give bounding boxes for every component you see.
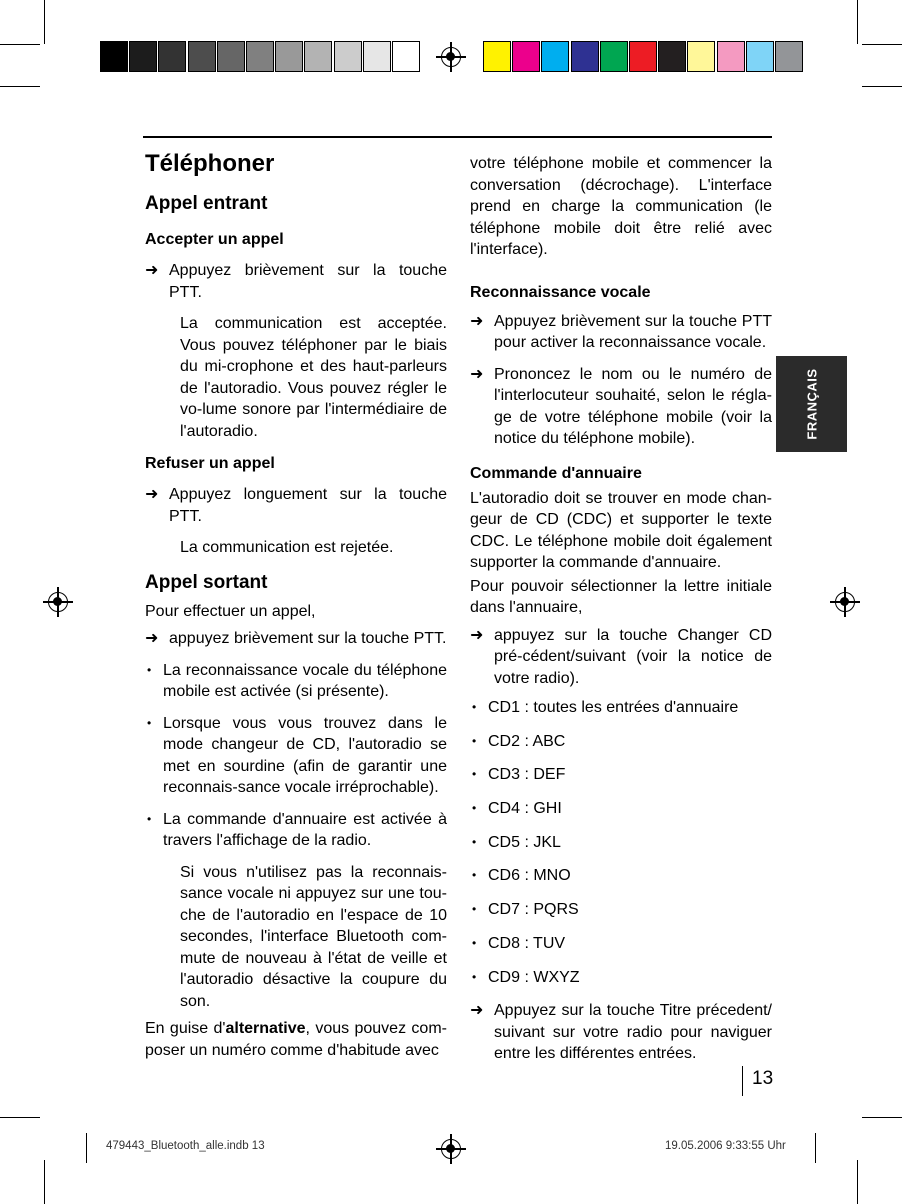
voice-step-2: ➜ Prononcez le nom ou le numéro de l'interlocuteur souhaité, selon le régla-ge de votre téléphone mobile (voir la notice du téléphone mobile). <box>470 364 772 450</box>
crop-mark <box>0 1117 40 1118</box>
heading-incoming-call: Appel entrant <box>145 193 268 214</box>
registration-mark-icon <box>48 592 68 612</box>
gray-swatch <box>275 41 303 72</box>
alternative-paragraph <box>145 1018 447 1061</box>
gray-swatch <box>246 41 274 72</box>
gray-swatch <box>158 41 186 72</box>
registration-mark-icon <box>835 592 855 612</box>
cd-list-item: • CD3 : DEF <box>470 764 772 786</box>
outgoing-step: ➜ appuyez brièvement sur la touche PTT. <box>145 628 447 650</box>
cd-list-item: • CD7 : PQRS <box>470 899 772 921</box>
color-swatch <box>571 41 599 72</box>
crop-mark <box>44 0 45 44</box>
alt-text-bold: alternative <box>225 1020 306 1037</box>
list-item: • La reconnaissance vocale du téléphone mobile est activée (si présente). <box>145 660 447 703</box>
crop-mark <box>857 0 858 44</box>
outgoing-intro: Pour effectuer un appel, <box>145 602 316 620</box>
color-swatch <box>658 41 686 72</box>
page-number-rule <box>742 1066 743 1096</box>
crop-mark <box>857 1160 858 1204</box>
cd-list-item: • CD6 : MNO <box>470 865 772 887</box>
gray-swatch <box>363 41 391 72</box>
language-tab <box>776 356 847 452</box>
gray-swatch <box>334 41 362 72</box>
gray-swatch <box>392 41 420 72</box>
list-item: • Lorsque vous vous trouvez dans le mode changeur de CD, l'autoradio se met en sourdine (afin de garantir une reconnais-sance vocale irréprochable). <box>145 713 447 799</box>
gray-swatch <box>304 41 332 72</box>
page-title: Téléphoner <box>145 150 275 177</box>
crop-mark <box>44 1160 45 1204</box>
cd-list-item: • CD5 : JKL <box>470 832 772 854</box>
alt-text-post: , vous pouvez com-poser un numéro comme d'habitude avec <box>145 1020 447 1059</box>
heading-voice-recognition: Reconnaissance vocale <box>470 283 651 301</box>
crop-mark <box>0 44 40 45</box>
color-swatch <box>687 41 715 72</box>
gray-swatch <box>100 41 128 72</box>
footer-file: 479443_Bluetooth_alle.indb 13 <box>106 1140 265 1152</box>
directory-paragraph-1: L'autoradio doit se trouver en mode chan-geur de CD (CDC) et supporter le texte CDC. Le téléphone mobile doit également supporter la commande d'annuaire. <box>470 489 772 571</box>
crop-mark <box>862 44 902 45</box>
heading-refuse-call: Refuser un appel <box>145 455 275 472</box>
color-swatch <box>717 41 745 72</box>
language-tab-label: FRANÇAIS <box>804 368 819 440</box>
crop-mark <box>86 1133 87 1163</box>
refuse-step: ➜ Appuyez longuement sur la touche PTT. <box>145 484 447 527</box>
color-swatch <box>541 41 569 72</box>
registration-mark-icon <box>441 47 461 67</box>
right-column <box>470 153 772 1065</box>
crop-mark <box>862 1117 902 1118</box>
gray-swatch <box>129 41 157 72</box>
gray-swatch <box>217 41 245 72</box>
cd-list-item: • CD4 : GHI <box>470 798 772 820</box>
refuse-result: La communication est rejetée. <box>180 539 394 556</box>
accept-result: La communication est acceptée. Vous pouvez téléphoner par le biais du mi-crophone et des haut-parleurs de l'autoradio. Vous pouvez régler le vo-lume sonore par l'intermédiaire de l'autoradio. <box>180 315 447 440</box>
color-swatch <box>600 41 628 72</box>
continuation-paragraph: votre téléphone mobile et commencer la conversation (décrochage). L'interface prend en charge la communication (le téléphone mobile doit être relié avec l'interface). <box>470 155 772 258</box>
page-number: 13 <box>752 1068 774 1089</box>
cd-list-item: • CD1 : toutes les entrées d'annuaire <box>470 697 772 719</box>
gray-swatch <box>188 41 216 72</box>
footer-timestamp: 19.05.2006 9:33:55 Uhr <box>665 1140 786 1152</box>
crop-mark <box>815 1133 816 1163</box>
accept-step: ➜ Appuyez brièvement sur la touche PTT. <box>145 260 447 303</box>
directory-step: ➜ appuyez sur la touche Changer CD pré-cédent/suivant (voir la notice de votre radio). <box>470 625 772 690</box>
cd-list-item: • CD8 : TUV <box>470 933 772 955</box>
list-item: • La commande d'annuaire est activée à travers l'affichage de la radio. <box>145 809 447 852</box>
directory-paragraph-2: Pour pouvoir sélectionner la lettre initiale dans l'annuaire, <box>470 577 772 616</box>
cd-list <box>470 697 772 988</box>
color-swatch <box>512 41 540 72</box>
heading-directory: Commande d'annuaire <box>470 464 642 482</box>
color-swatch <box>483 41 511 72</box>
header-rule <box>143 136 772 138</box>
heading-outgoing-call: Appel sortant <box>145 571 268 593</box>
registration-mark-icon <box>441 1139 461 1159</box>
crop-mark <box>0 86 40 87</box>
final-step: ➜ Appuyez sur la touche Titre précedent/ suivant sur votre radio pour naviguer entre les différentes entrées. <box>470 1000 772 1065</box>
crop-mark <box>862 86 902 87</box>
timeout-note: Si vous n'utilisez pas la reconnais-sance vocale ni appuyez sur une tou-che de l'autoradio en l'espace de 10 secondes, l'interface Bluetooth com-mute de nouveau à l'état de veille et l'autoradio désactive la coupure du son. <box>180 863 447 1010</box>
color-swatch <box>629 41 657 72</box>
heading-accept-call: Accepter un appel <box>145 231 284 248</box>
color-swatch <box>775 41 803 72</box>
alt-text-pre: En guise d' <box>145 1020 226 1037</box>
voice-step-1: ➜ Appuyez brièvement sur la touche PTT pour activer la reconnaissance vocale. <box>470 311 772 354</box>
cd-list-item: • CD9 : WXYZ <box>470 967 772 989</box>
cd-list-item: • CD2 : ABC <box>470 731 772 753</box>
color-swatch <box>746 41 774 72</box>
left-column <box>145 150 447 1061</box>
